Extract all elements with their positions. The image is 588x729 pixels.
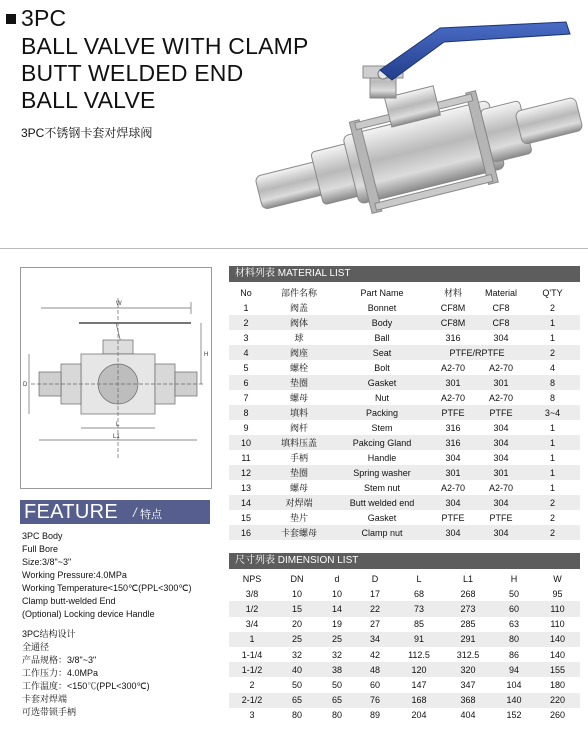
material-cell: 垫圈 [289,468,308,478]
dimension-col-l: L [416,573,422,584]
material-cell: CF8M [440,317,466,328]
material-cell: 螺栓 [289,363,308,373]
dimension-cell: 155 [549,664,566,675]
material-cell: Stem nut [363,482,401,493]
material-row [229,435,580,450]
dimension-row [229,677,580,692]
dimension-cell: 19 [331,619,342,630]
dimension-cell: 312.5 [456,649,480,660]
material-col-part-cn: 部件名称 [280,288,317,298]
material-row [229,450,580,465]
dimension-cell: 60 [369,679,380,690]
material-row [229,375,580,390]
material-row [229,510,580,525]
dimension-row [229,586,580,601]
material-cell: 1 [549,452,555,463]
dimension-cell: 27 [369,619,380,630]
dimension-cell: 110 [550,619,565,630]
material-cell: 1 [549,437,555,448]
feature-en-line: (Optional) Locking device Handle [22,609,155,619]
dimension-cell: 273 [460,603,476,614]
material-cell: 4 [549,362,555,373]
dimension-cell: 152 [506,710,522,721]
dimension-cell: 3/8 [245,588,259,599]
dimension-cell: 320 [460,664,476,675]
title-line-2: BALL VALVE WITH CLAMP [21,33,309,59]
material-cell: 1 [549,467,555,478]
title-line-4: BALL VALVE [21,87,156,113]
dimension-cell: 86 [508,649,519,660]
material-row [229,330,580,345]
material-cell: Ball [374,332,390,343]
material-cell: 304 [493,527,509,538]
dimension-cell: 1/2 [245,603,259,614]
material-cell: 对焊端 [285,498,313,508]
material-cell: 12 [240,467,251,478]
feature-title-en: FEATURE [24,501,118,523]
dimension-cell: 91 [413,634,424,645]
feature-en-line: 3PC Body [22,531,63,541]
material-cell: 2 [549,512,555,523]
dimension-cell: 140 [549,649,566,660]
material-cell: A2-70 [440,482,466,493]
dimension-cell: 2 [249,679,255,690]
material-cell: 11 [241,452,251,463]
dimension-cell: 3 [249,710,255,721]
dimension-cell: 1 [249,634,255,645]
title-bullet [6,14,16,24]
material-row [229,300,580,315]
dimension-cell: 1-1/2 [241,664,263,675]
dimension-cell: 15 [291,603,302,614]
material-cell: PTFE [489,407,513,418]
material-row [229,390,580,405]
material-col-material-cn: 材料 [443,288,462,298]
material-cell: 球 [294,333,304,343]
feature-en-line: Clamp butt-welded End [22,596,116,606]
material-cell: 304 [493,332,509,343]
material-cell: 316 [445,422,461,433]
dimension-cell: 50 [291,679,302,690]
material-row [229,525,580,540]
material-cell: 螺母 [289,393,308,403]
dimension-cell: 2-1/2 [241,695,263,706]
feature-en-line: Working Pressure:4.0MPa [22,570,127,580]
dimension-cell: 180 [549,679,566,690]
feature-cn-line: 3PC结构设计 [22,629,76,639]
material-cell: 1 [549,317,555,328]
material-cell: Bolt [374,362,390,373]
material-cell: 304 [493,422,509,433]
dimension-row [229,632,580,647]
drawing-label-l1: L1 [113,434,120,440]
material-cell: 2 [549,347,555,358]
material-cell: 垫片 [289,513,308,523]
feature-header [20,500,210,524]
dimension-cell: 347 [460,679,476,690]
dimension-cell: 285 [460,619,476,630]
dimension-cell: 25 [331,634,342,645]
material-cell: Seat [372,347,392,358]
title-line-3: BUTT WELDED END [21,60,244,86]
material-cell: CF8M [440,302,466,313]
material-col-qty: Q'TY [542,287,563,298]
material-cell: A2-70 [440,392,466,403]
material-cell: Gasket [367,512,397,523]
feature-cn-line: 工作压力：4.0MPa [22,668,99,678]
material-cell: 手柄 [289,453,308,463]
material-cell: 14 [240,497,251,508]
material-cell: CF8 [492,302,510,313]
dimension-cell: 94 [508,664,519,675]
material-cell: PTFE/RPTFE [449,347,505,358]
dimension-cell: 80 [331,710,342,721]
material-cell: 填料压盖 [280,438,317,448]
dimension-row [229,662,580,677]
dimension-cell: 32 [291,649,302,660]
material-cell: 6 [243,377,249,388]
material-cell: 垫圈 [289,378,308,388]
material-cell: 9 [243,422,249,433]
material-cell: 304 [445,527,461,538]
material-cell: 2 [243,317,249,328]
material-cell: 304 [493,497,509,508]
material-list-header: 材料列表 MATERIAL LIST [229,266,580,282]
material-cell: 8 [549,377,555,388]
material-cell: 阀体 [289,318,308,328]
dimension-cell: 204 [411,710,427,721]
material-cell: 1 [549,482,555,493]
material-cell: Butt welded end [349,497,415,508]
dimension-cell: 42 [369,649,380,660]
material-cell: Spring washer [353,467,411,478]
dimension-row [229,647,580,662]
feature-slash: / [133,505,137,520]
material-cell: Handle [367,452,397,463]
subtitle-cn: 3PC不锈钢卡套对焊球阀 [21,126,153,140]
dimension-cell: 112.5 [408,649,430,660]
material-row [229,315,580,330]
material-cell: Bonnet [367,302,397,313]
dimension-col-w: W [553,573,562,584]
material-cell: 13 [240,482,251,493]
material-cell: Clamp nut [361,527,403,538]
material-cell: Stem [371,422,393,433]
material-cell: 8 [243,407,249,418]
material-cell: 1 [243,302,249,313]
dimension-cell: 32 [331,649,342,660]
material-row [229,405,580,420]
material-cell: 3~4 [544,407,561,418]
material-col-part-name: Part Name [360,287,404,298]
material-col-no: No [240,287,252,298]
dimension-cell: 10 [331,588,342,599]
material-cell: 301 [445,377,461,388]
material-cell: 阀杆 [289,423,308,433]
dimension-cell: 1-1/4 [241,649,263,660]
dimension-cell: 48 [369,664,380,675]
material-cell: 卡套螺母 [280,528,317,538]
material-cell: 304 [493,437,509,448]
dimension-col-nps: NPS [242,573,262,584]
dimension-cell: 168 [411,695,427,706]
material-row [229,345,580,360]
feature-en-line: Full Bore [22,544,59,554]
dimension-cell: 404 [460,710,476,721]
dimension-cell: 38 [331,664,342,675]
dimension-cell: 268 [460,588,476,599]
material-cell: 2 [549,497,555,508]
material-cell: 螺母 [289,483,308,493]
dimension-table [229,571,580,723]
material-cell: 16 [240,527,251,538]
drawing-label-l: L [116,422,120,428]
material-cell: 1 [549,332,555,343]
dimension-cell: 63 [508,619,519,630]
feature-title-cn: 特点 [140,509,162,521]
dimension-cell: 65 [331,695,342,706]
material-cell: A2-70 [488,482,514,493]
material-cell: 304 [445,452,461,463]
drawing-label-h: H [204,352,209,358]
material-cell: A2-70 [440,362,466,373]
material-cell: 阀盖 [289,303,308,313]
feature-cn-line: 可选带锁手柄 [22,707,77,717]
material-cell: CF8 [492,317,510,328]
material-cell: 填料 [289,408,308,418]
feature-list [22,530,191,719]
dimension-cell: 68 [413,588,424,599]
dimension-cell: 65 [291,695,302,706]
dimension-cell: 80 [291,710,302,721]
material-cell: 2 [549,302,555,313]
material-cell: 2 [549,527,555,538]
material-row [229,480,580,495]
dimension-cell: 76 [369,695,380,706]
dimension-cell: 368 [460,695,476,706]
dimension-cell: 50 [508,588,519,599]
technical-drawing-frame [20,267,212,489]
drawing-label-d: D [23,382,28,388]
material-cell: 316 [445,332,461,343]
dimension-cell: 95 [552,588,563,599]
material-cell: 7 [243,392,249,403]
material-table [229,285,580,540]
dimension-col-l1: L1 [462,573,473,584]
material-cell: Pakcing Gland [352,437,412,448]
dimension-cell: 34 [369,634,380,645]
feature-en-line: Size:3/8"~3" [22,557,72,567]
feature-en-line: Working Temperature<150℃(PPL<300℃) [22,583,192,593]
material-row [229,465,580,480]
dimension-row [229,693,580,708]
material-row [229,360,580,375]
material-row [229,420,580,435]
dimension-cell: 3/4 [245,619,259,630]
valve-technical-drawing-icon [21,268,211,488]
material-cell: 316 [445,437,461,448]
drawing-label-w: W [116,301,122,307]
dimension-cell: 14 [331,603,342,614]
material-cell: 阀座 [289,348,308,358]
material-cell: PTFE [441,512,465,523]
feature-cn-line: 产品规格：3/8"~3" [22,655,97,665]
dimension-col-d: D [371,573,379,584]
material-cell: 1 [549,422,555,433]
material-cell: 15 [240,512,251,523]
dimension-cell: 20 [291,619,302,630]
material-cell: Nut [374,392,389,403]
dimension-row [229,617,580,632]
dimension-cell: 220 [549,695,566,706]
feature-cn-line: 卡套对焊端 [22,694,68,704]
material-cell: Packing [365,407,399,418]
dimension-cell: 104 [506,679,522,690]
dimension-col-dn: DN [290,573,304,584]
dimension-cell: 50 [331,679,342,690]
material-cell: 301 [493,467,509,478]
dimension-cell: 40 [291,664,302,675]
dimension-cell: 22 [369,603,380,614]
material-row [229,495,580,510]
dimension-cell: 80 [508,634,519,645]
material-cell: 3 [243,332,249,343]
dimension-cell: 89 [369,710,380,721]
material-col-material: Material [484,287,517,298]
material-cell: 304 [445,497,461,508]
feature-cn-line: 工作温度：<150℃(PPL<300℃) [22,681,150,691]
dimension-col-d-small: d [334,573,340,584]
material-cell: A2-70 [488,392,514,403]
dimension-cell: 73 [413,603,424,614]
material-cell: PTFE [441,407,465,418]
ball-valve-photo-icon [230,8,585,223]
dimension-col-h: H [510,573,518,584]
material-cell: Body [371,317,393,328]
dimension-cell: 17 [369,588,380,599]
dimension-cell: 25 [291,634,302,645]
dimension-cell: 110 [550,603,565,614]
dimension-cell: 291 [460,634,476,645]
material-cell: PTFE [489,512,513,523]
title-line-1: 3PC [21,5,67,31]
feature-cn-line: 全通径 [22,642,50,652]
dimension-row [229,708,580,723]
material-cell: 301 [445,467,461,478]
dimension-row [229,601,580,616]
dimension-list-header: 尺寸列表 DIMENSION LIST [229,553,580,569]
dimension-cell: 147 [411,679,427,690]
dimension-cell: 120 [411,664,427,675]
dimension-cell: 60 [508,603,519,614]
material-cell: 5 [243,362,249,373]
material-cell: A2-70 [488,362,514,373]
material-cell: 304 [493,452,509,463]
dimension-cell: 140 [549,634,566,645]
material-cell: 301 [493,377,509,388]
dimension-cell: 85 [413,619,424,630]
material-cell: 10 [240,437,251,448]
dimension-cell: 140 [506,695,522,706]
dimension-cell: 260 [549,710,566,721]
material-cell: 8 [549,392,555,403]
section-divider [0,248,588,249]
material-cell: Gasket [367,377,397,388]
material-cell: 4 [243,347,249,358]
dimension-cell: 10 [291,588,302,599]
